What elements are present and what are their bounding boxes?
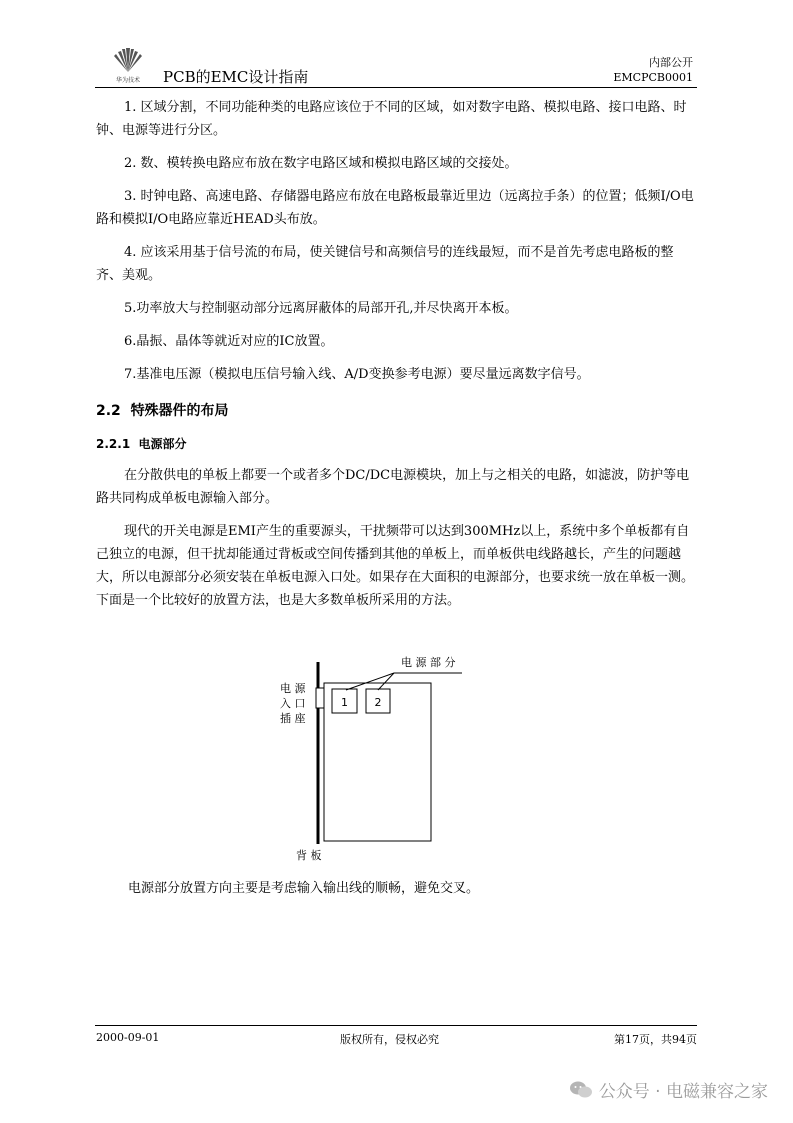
- subsection-number: 2.2.1: [96, 437, 131, 451]
- box-1-label: 1: [341, 696, 348, 709]
- box-2-label: 2: [374, 696, 382, 709]
- subsection-heading: [96, 433, 697, 456]
- power-socket: [316, 688, 324, 708]
- watermark: [569, 1077, 768, 1102]
- paragraph: 2. 数、模转换电路应布放在数字电路区域和模拟电路区域的交接处。: [124, 156, 518, 171]
- logo-text: 华为技术: [115, 77, 141, 84]
- paragraph: 7.基准电压源（模拟电压信号输入线、A/D变换参考电源）要尽量远离数字信号。: [124, 367, 590, 382]
- leader-line-1: [346, 673, 394, 690]
- footer-divider: [95, 1025, 697, 1026]
- document-code: EMCPCB0001: [613, 71, 693, 84]
- huawei-logo-icon: [106, 44, 150, 84]
- header-meta: [613, 55, 693, 85]
- section-heading: [96, 400, 697, 423]
- diagram-svg: [276, 652, 486, 867]
- socket-label-line-1: 电 源: [280, 682, 306, 695]
- backplane-label: 背 板: [296, 849, 322, 862]
- power-part-label: 电 源 部 分: [401, 656, 456, 669]
- wechat-icon: [569, 1080, 593, 1100]
- subsection-title: 电源部分: [138, 437, 187, 451]
- section-title: 特殊器件的布局: [130, 403, 229, 419]
- document-title: PCB的EMC设计指南: [163, 68, 309, 86]
- company-logo: [106, 44, 150, 84]
- power-layout-diagram: [276, 652, 486, 867]
- paragraph: 3. 时钟电路、高速电路、存储器电路应布放在电路板最靠近里边（远离拉手条）的位置；低频I/O电路和模拟I/O电路应靠近HEAD头布放。: [96, 189, 694, 227]
- section-number: 2.2: [96, 403, 121, 419]
- paragraph: 5.功率放大与控制驱动部分远离屏蔽体的局部开孔,并尽快离开本板。: [124, 301, 518, 316]
- main-content: [96, 96, 697, 622]
- paragraph: 1. 区域分割，不同功能种类的电路应该位于不同的区域，如对数字电路、模拟电路、接口电路、时钟、电源等进行分区。: [96, 100, 687, 138]
- paragraph: 4. 应该采用基于信号流的布局，使关键信号和高频信号的连线最短，而不是首先考虑电路板的整齐、美观。: [96, 245, 674, 283]
- watermark-text: 公众号 · 电磁兼容之家: [598, 1082, 768, 1102]
- header-divider: [95, 87, 697, 88]
- socket-label-line-3: 插 座: [280, 712, 306, 725]
- footer-copyright: 版权所有，侵权必究: [340, 1033, 439, 1046]
- paragraph: 6.晶振、晶体等就近对应的IC放置。: [124, 334, 334, 349]
- footer-date: 2000-09-01: [96, 1031, 160, 1044]
- figure-caption: 电源部分放置方向主要是考虑输入输出线的顺畅，避免交叉。: [128, 881, 480, 896]
- socket-label-line-2: 入 口: [280, 697, 306, 710]
- paragraph: 在分散供电的单板上都要一个或者多个DC/DC电源模块，加上与之相关的电路，如滤波，防护等电路共同构成单板电源输入部分。: [96, 468, 690, 506]
- paragraph: 现代的开关电源是EMI产生的重要源头，干扰频带可以达到300MHz以上，系统中多个单板都有自己独立的电源，但干扰却能通过背板或空间传播到其他的单板上，而单板供电线路越长，产生的问题越大，所以电源部分必须安装在单板电源入口处。如果存在大面积的电源部分，也要求统一放在单板一测。下面是一个比较好的放置方法，也是大多数单板所采用的方法。: [96, 524, 695, 608]
- classification: 内部公开: [649, 56, 693, 69]
- footer-page-number: 第17页，共94页: [614, 1033, 697, 1046]
